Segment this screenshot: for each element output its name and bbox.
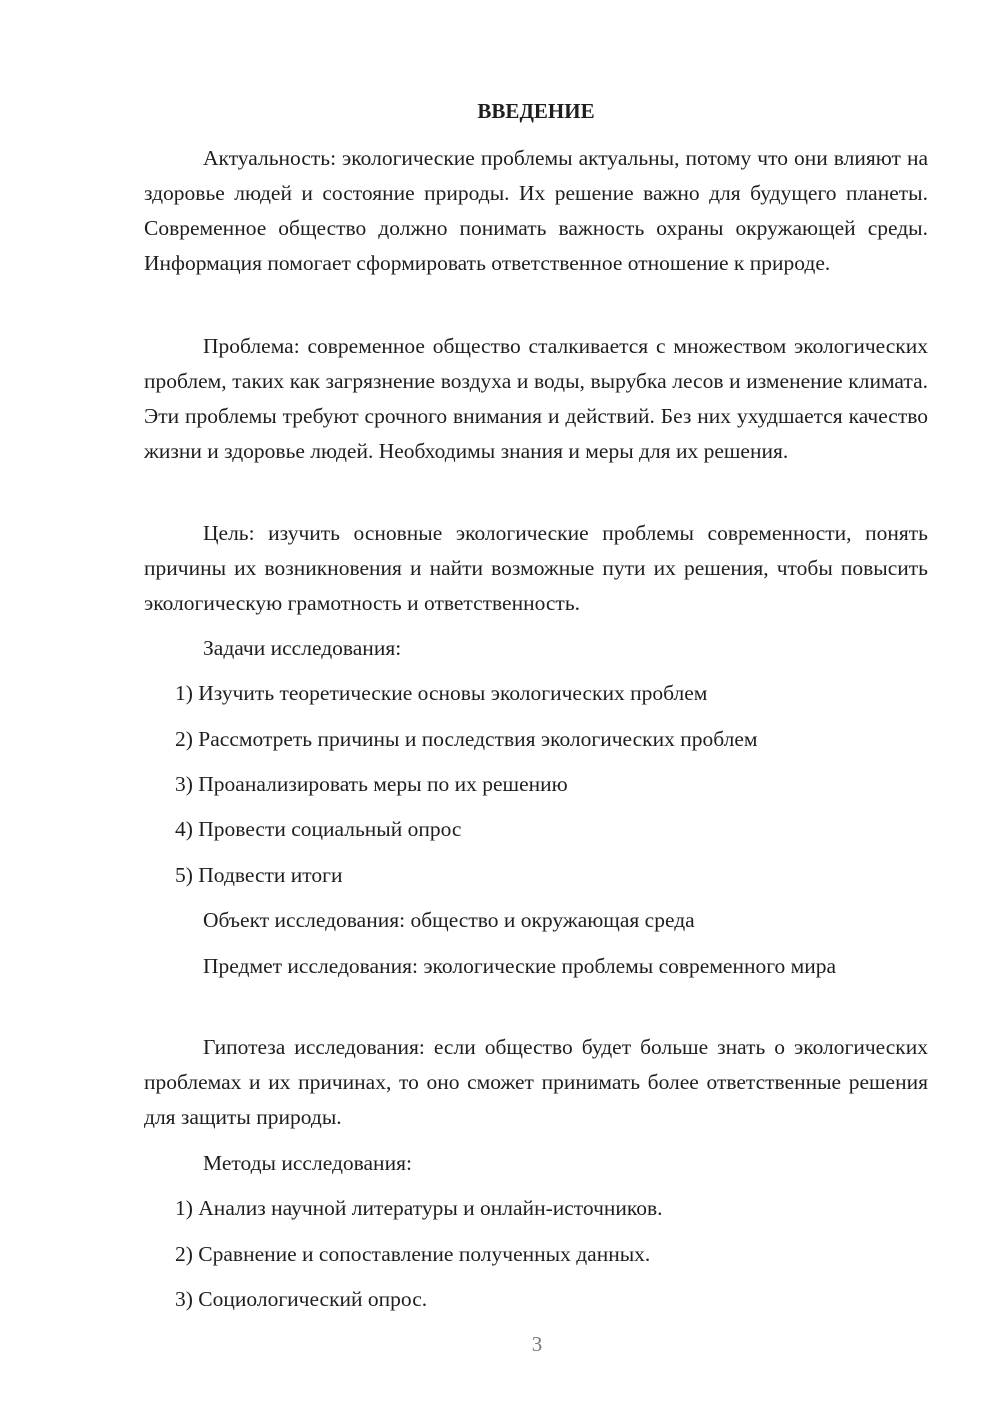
list-item-method: 3) Социологический опрос. <box>175 1287 428 1311</box>
list-item-task: 2) Рассмотреть причины и последствия экологических проблем <box>175 727 758 751</box>
list-item-method: 2) Сравнение и сопоставление полученных данных. <box>175 1242 651 1266</box>
list-item-method: 1) Анализ научной литературы и онлайн-источников. <box>175 1196 663 1220</box>
page-title: ВВЕДЕНИЕ <box>477 99 595 123</box>
list-item-task: 1) Изучить теоретические основы экологических проблем <box>175 681 708 705</box>
paragraph-actuality: Актуальность: экологические проблемы актуальны, потому что они влияют на здоровье людей и состояние природы. Их решение важно для будущего планеты. Современное общество должно понимать важность охраны окружающей среды. Информация помогает сформировать ответственное отношение к природе. <box>144 146 928 275</box>
list-item-task: 3) Проанализировать меры по их решению <box>175 772 568 796</box>
tasks-heading: Задачи исследования: <box>203 636 402 660</box>
research-object: Объект исследования: общество и окружающая среда <box>203 908 695 932</box>
page-number: 3 <box>531 1332 543 1356</box>
list-item-task: 5) Подвести итоги <box>175 863 343 887</box>
research-subject: Предмет исследования: экологические проблемы современного мира <box>203 954 837 978</box>
methods-heading: Методы исследования: <box>203 1151 412 1175</box>
paragraph-goal: Цель: изучить основные экологические проблемы современности, понять причины их возникновения и найти возможные пути их решения, чтобы повысить экологическую грамотность и ответственность. <box>144 521 928 615</box>
paragraph-problem: Проблема: современное общество сталкивается с множеством экологических проблем, таких как загрязнение воздуха и воды, вырубка лесов и изменение климата. Эти проблемы требуют срочного внимания и действий. Без них ухудшается качество жизни и здоровье людей. Необходимы знания и меры для их решения. <box>144 334 928 463</box>
list-item-task: 4) Провести социальный опрос <box>175 817 462 841</box>
research-hypothesis: Гипотеза исследования: если общество будет больше знать о экологических проблемах и их причинах, то оно сможет принимать более ответственные решения для защиты природы. <box>144 1035 928 1129</box>
